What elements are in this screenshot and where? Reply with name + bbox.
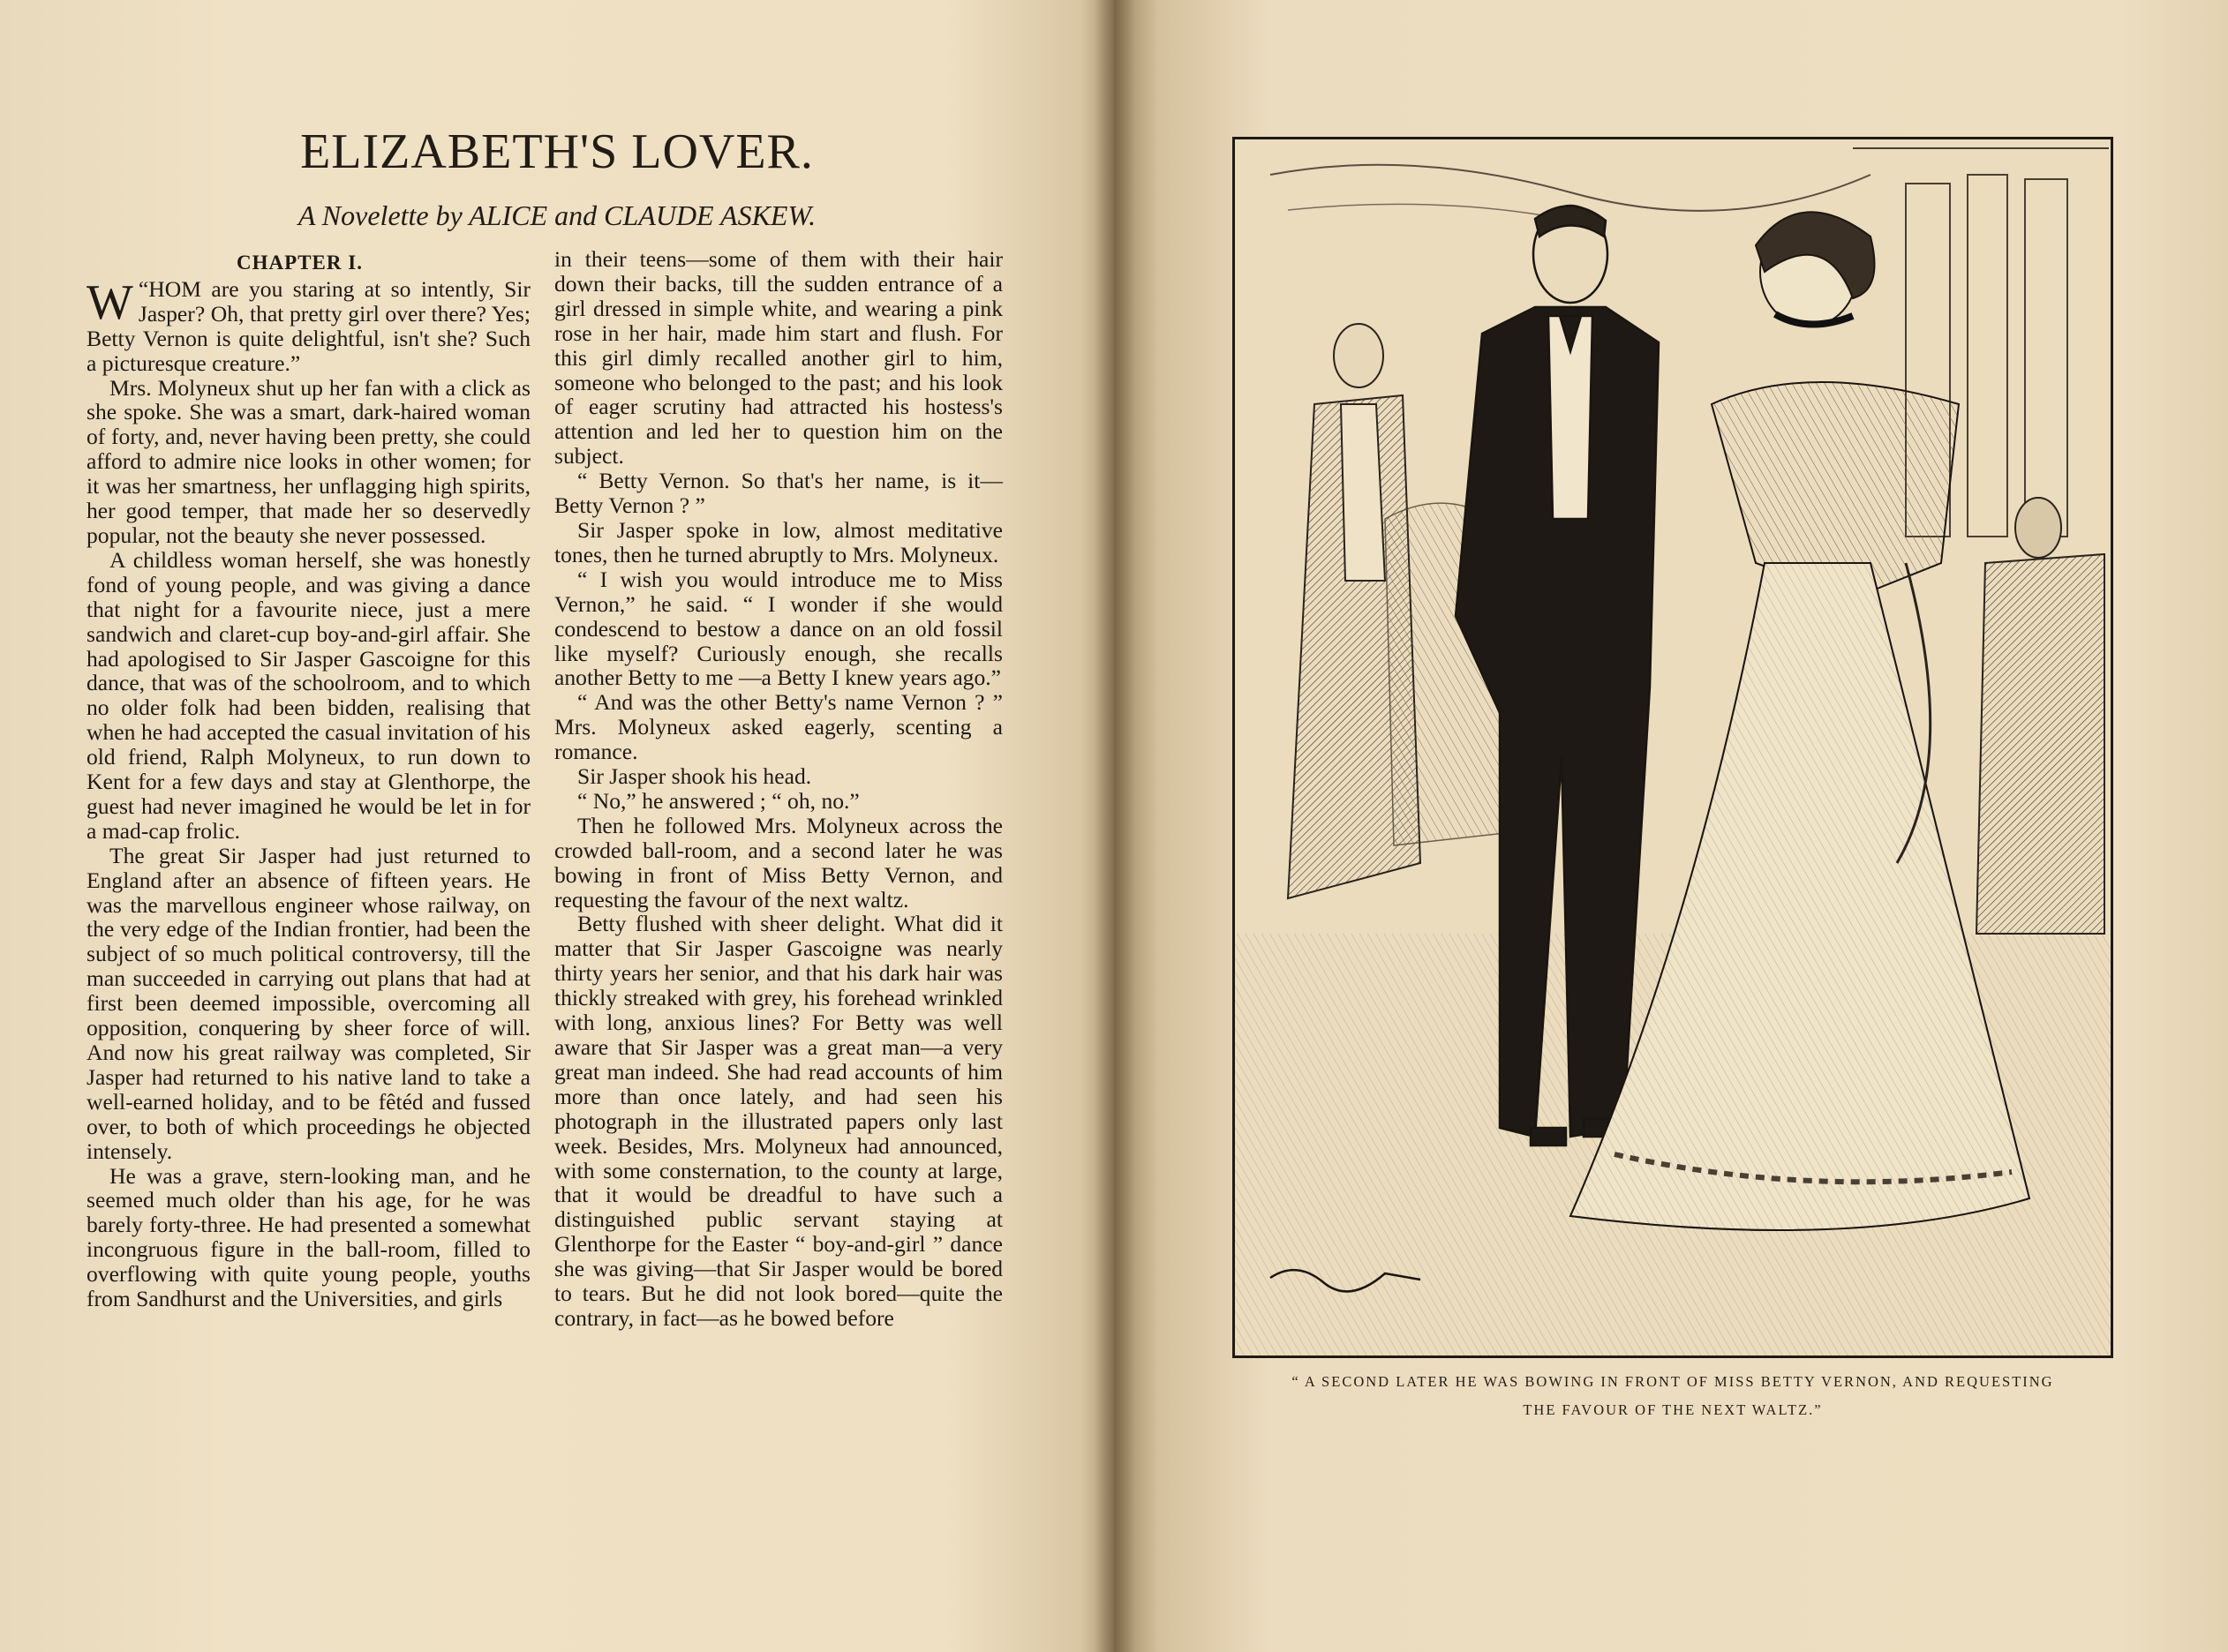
paragraph: “ I wish you would introduce me to Miss Vernon,” he said. “ I wonder if she would condescend to bestow a dance on an old fossil like myself? Curiously enough, she recalls another Betty to me —a Betty I knew years ago.” [554,566,1003,691]
ceiling-garland [1270,165,1870,211]
ballroom-illustration [1235,139,2111,1355]
paragraph: “ Betty Vernon. So that's her name, is it—Betty Vernon ? ” [554,468,1003,519]
paragraph: Sir Jasper spoke in low, almost meditative tones, then he turned abruptly to Mrs. Molyneux. [554,516,1003,567]
article-byline: A Novelette by ALICE and CLAUDE ASKEW. [297,199,817,231]
paragraph: Betty flushed with sheer delight. What did it matter that Sir Jasper Gascoigne was nearly thirty years her senior, and that his dark hair was thickly streaked with grey, his forehead wrinkled with long, anxious lines? For Betty was well aware that Sir Jasper was a great man—a very great man indeed. She had read accounts of him more than once lately, and had seen his photograph in the illustrated papers only last week. Besides, Mrs. Molyneux had announced, with some consternation, to the county at large, that it would be dreadful to have such a distinguished public servant staying at Glenthorpe for the Easter “ boy-and-girl ” dance she was giving—that Sir Jasper would be bored to tears. But he did not look bored—quite the contrary, in fact—as he bowed before [554,911,1003,1331]
paragraph: A childless woman herself, she was honestly fond of young people, and was giving a dance that night for a favourite niece, just a mere sandwich and claret-cup boy-and-girl affair. She had apologised to Sir Jasper Gascoigne for this dance, that was of the schoolroom, and to which no older folk had been bidden, realising that when he had accepted the casual invitation of his old friend, Ralph Molyneux, to run down to Kent for a few days and stay at Glenthorpe, the guest had never imagined he would be let in for a mad-cap frolic. [87,546,531,844]
paragraph: “ And was the other Betty's name Vernon ? ” Mrs. Molyneux asked eagerly, scenting a romance. [554,689,1003,765]
caption-line-2: THE FAVOUR OF THE NEXT WALTZ.” [1523,1401,1823,1418]
paragraph: Sir Jasper shook his head. [577,763,812,790]
paragraph: The great Sir Jasper had just returned to England after an absence of fifteen years. He was the marvellous engineer whose railway, on the very edge of the Indian frontier, had been the subject of so much political controversy, till the man succeeded in carrying out plans that had at first been deemed impossible, overcoming all opposition, conquering by sheer force of will. And now his great railway was completed, Sir Jasper had returned to his native land to take a well-earned holiday, and to be fêtéd and fussed over, to both of which proceedings he objected intensely. [87,842,531,1164]
paragraph: He was a grave, stern-looking man, and he seemed much older than his age, for he was barely forty-three. He had presented a somewhat incongruous figure in the ball-room, filled to overflowing with quite young people, youths from Sandhurst and the Universities, and girls [87,1162,531,1312]
caption-line-1: “ A SECOND LATER HE WAS BOWING IN FRONT OF MISS BETTY VERNON, AND REQUESTING [1291,1373,2054,1390]
paragraph: Mrs. Molyneux shut up her fan with a click as she spoke. She was a smart, dark-haired woman of forty, and, never having been pretty, she could afford to admire nice looks in other women; for it was her smartness, her unflagging high spirits, her good temper, that made her so deservedly popular, not the beauty she never possessed. [87,374,531,548]
article-title: ELIZABETH'S LOVER. [300,124,814,179]
paragraph: Then he followed Mrs. Molyneux across the crowded ball-room, and a second later he was bowing in front of Miss Betty Vernon, and requesting the favour of the next waltz. [554,812,1003,912]
drop-cap: W [87,274,133,330]
text-column-2 [554,247,1003,1331]
chapter-heading: CHAPTER I. [237,252,363,274]
paragraph: “ No,” he answered ; “ oh, no.” [577,787,860,814]
illustration-frame [1232,137,2113,1358]
paragraph: in their teens—some of them with their hair down their backs, till the sudden entrance of a girl dressed in simple white, and wearing a pink rose in her hair, made him start and flush. For this girl dimly recalled another girl to him, someone who belonged to the past; and his look of eager scrutiny had attracted his hostess's attention and led her to question him on the subject. [554,246,1003,469]
paragraph-1 [87,274,531,376]
text-column-1 [87,247,531,1311]
background-man-right [1976,498,2104,934]
opening-quote: “ [138,275,149,302]
paragraph-1-text: HOM are you staring at so intently, Sir Jasper? Oh, that pretty girl over there? Yes; Betty Vernon is quite delightful, isn't she? Such a picturesque creature.” [87,275,531,376]
book-gutter [1095,0,1135,1652]
illustration-caption [1236,1368,2110,1424]
